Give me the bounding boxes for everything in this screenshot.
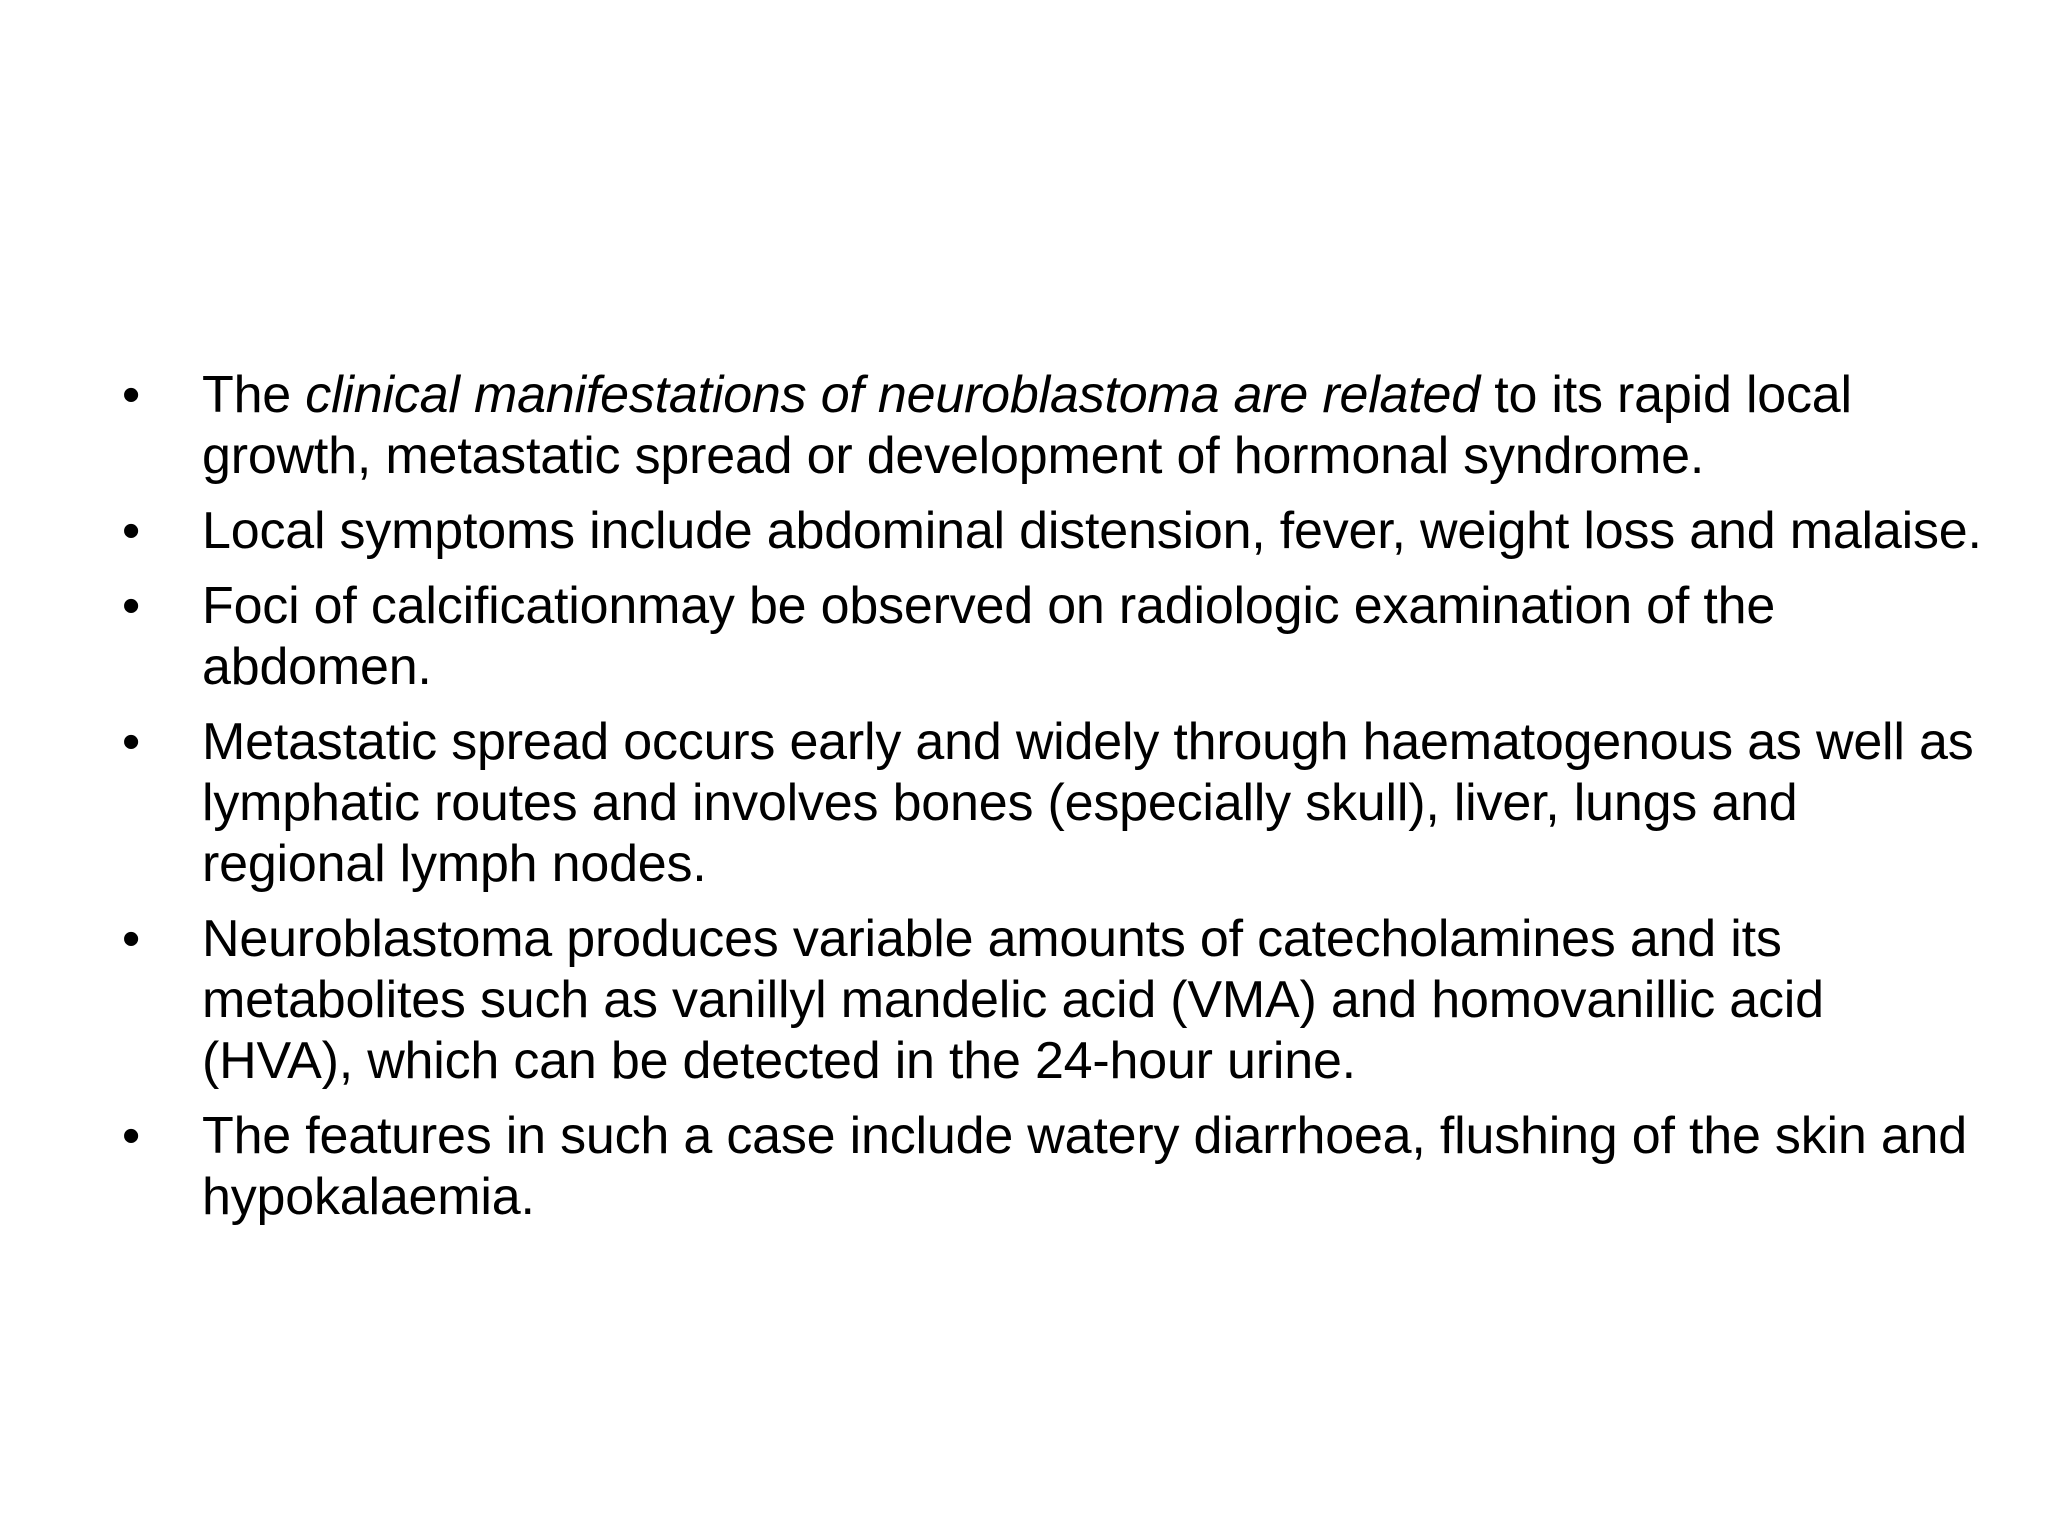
bullet-text xyxy=(202,365,1982,487)
bullet-item xyxy=(122,909,1982,1092)
bullet-item xyxy=(122,501,1982,562)
bullet-dot: • xyxy=(122,366,141,424)
bullet-dot: • xyxy=(122,910,141,968)
bullet-dot: • xyxy=(122,1107,141,1165)
bullet-item xyxy=(122,712,1982,895)
bullet-text: Local symptoms include abdominal distension, fever, weight loss and malaise. xyxy=(202,502,1982,560)
bullet-item xyxy=(122,1106,1982,1228)
bullet-text: Foci of calcificationmay be observed on radiologic examination of the abdomen. xyxy=(202,577,1776,696)
bullet-text: Neuroblastoma produces variable amounts of catecholamines and its metabolites such as vanillyl mandelic acid (VMA) and homovanillic acid (HVA), which can be detected in the 24-hour urine. xyxy=(202,910,1824,1090)
bullet-dot: • xyxy=(122,713,141,771)
bullet-dot: • xyxy=(122,577,141,635)
bullet-text-italic: clinical manifestations of neuroblastoma are related xyxy=(305,366,1480,424)
bullet-dot: • xyxy=(122,502,141,560)
bullet-list xyxy=(122,365,1982,1242)
bullet-text: Metastatic spread occurs early and widely through haematogenous as well as lymphatic routes and involves bones (especially skull), liver, lungs and regional lymph nodes. xyxy=(202,713,1974,893)
bullet-item xyxy=(122,576,1982,698)
bullet-text-pre: The xyxy=(202,366,306,424)
bullet-item xyxy=(122,365,1982,487)
bullet-text-post: to its rapid local growth, metastatic spread or development of hormonal syndrome. xyxy=(202,366,1852,485)
bullet-text: The features in such a case include watery diarrhoea, flushing of the skin and hypokalaemia. xyxy=(202,1107,1967,1226)
